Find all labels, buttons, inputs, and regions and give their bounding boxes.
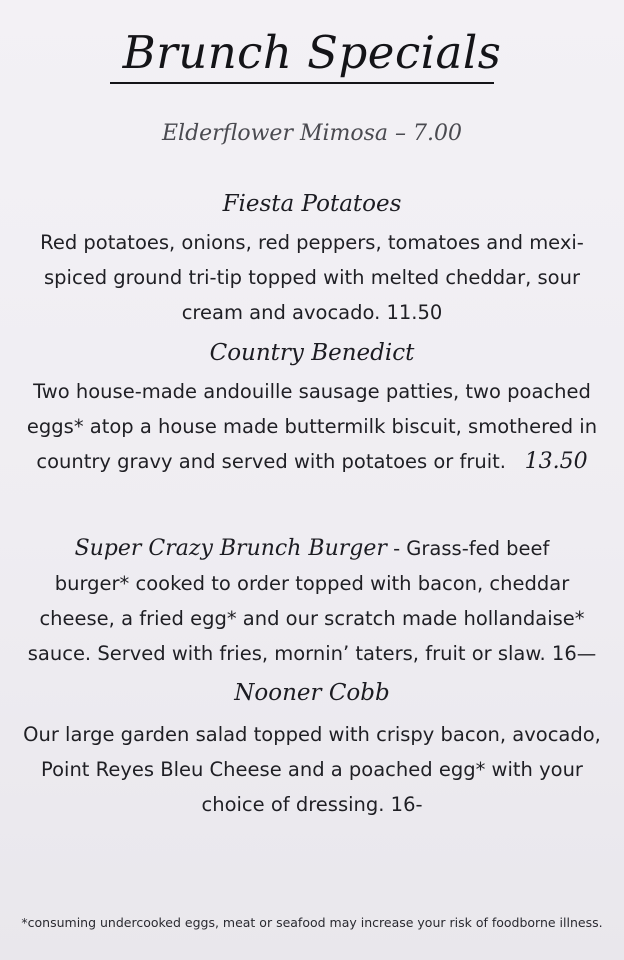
menu-title: Brunch Specials	[122, 26, 502, 79]
description-line: choice of dressing. 16-	[201, 793, 423, 816]
description-line: cheese, a fried egg* and our scratch made hollandaise*	[39, 607, 585, 630]
title-underline	[110, 82, 494, 84]
description-text: country gravy and served with potatoes or fruit.	[36, 450, 507, 473]
description-line: Our large garden salad topped with crispy bacon, avocado,	[23, 723, 601, 746]
dish-name-super-crazy-brunch-burger: Super Crazy Brunch Burger	[74, 536, 387, 561]
description-line: eggs* atop a house made buttermilk biscuit, smothered in	[26, 415, 598, 438]
dish-price: 13.50	[524, 449, 588, 474]
drink-special: Elderflower Mimosa – 7.00	[161, 121, 463, 146]
description-line: sauce. Served with fries, mornin’ taters, fruit or slaw. 16—	[27, 642, 597, 665]
description-line-with-price	[0, 444, 624, 479]
dish-name-nooner-cobb: Nooner Cobb	[234, 680, 390, 706]
food-safety-footnote: *consuming undercooked eggs, meat or seafood may increase your risk of foodborne illness.	[21, 915, 603, 930]
dish-name-fiesta-potatoes: Fiesta Potatoes	[222, 191, 402, 217]
dish-description-nooner-cobb	[0, 717, 624, 822]
description-line: Red potatoes, onions, red peppers, tomatoes and mexi-	[40, 231, 584, 254]
description-line-with-name	[0, 531, 624, 566]
dish-description-country-benedict	[0, 374, 624, 479]
description-line: cream and avocado. 11.50	[181, 301, 443, 324]
description-line: spiced ground tri-tip topped with melted cheddar, sour	[44, 266, 580, 289]
description-text: - Grass-fed beef	[386, 537, 550, 560]
dish-description-fiesta-potatoes	[0, 225, 624, 330]
dish-name-country-benedict: Country Benedict	[209, 340, 415, 366]
description-line: burger* cooked to order topped with bacon, cheddar	[54, 572, 570, 595]
description-line: Point Reyes Bleu Cheese and a poached egg* with your	[41, 758, 583, 781]
description-line: Two house-made andouille sausage patties, two poached	[33, 380, 591, 403]
dish-description-super-crazy-brunch-burger	[0, 531, 624, 671]
